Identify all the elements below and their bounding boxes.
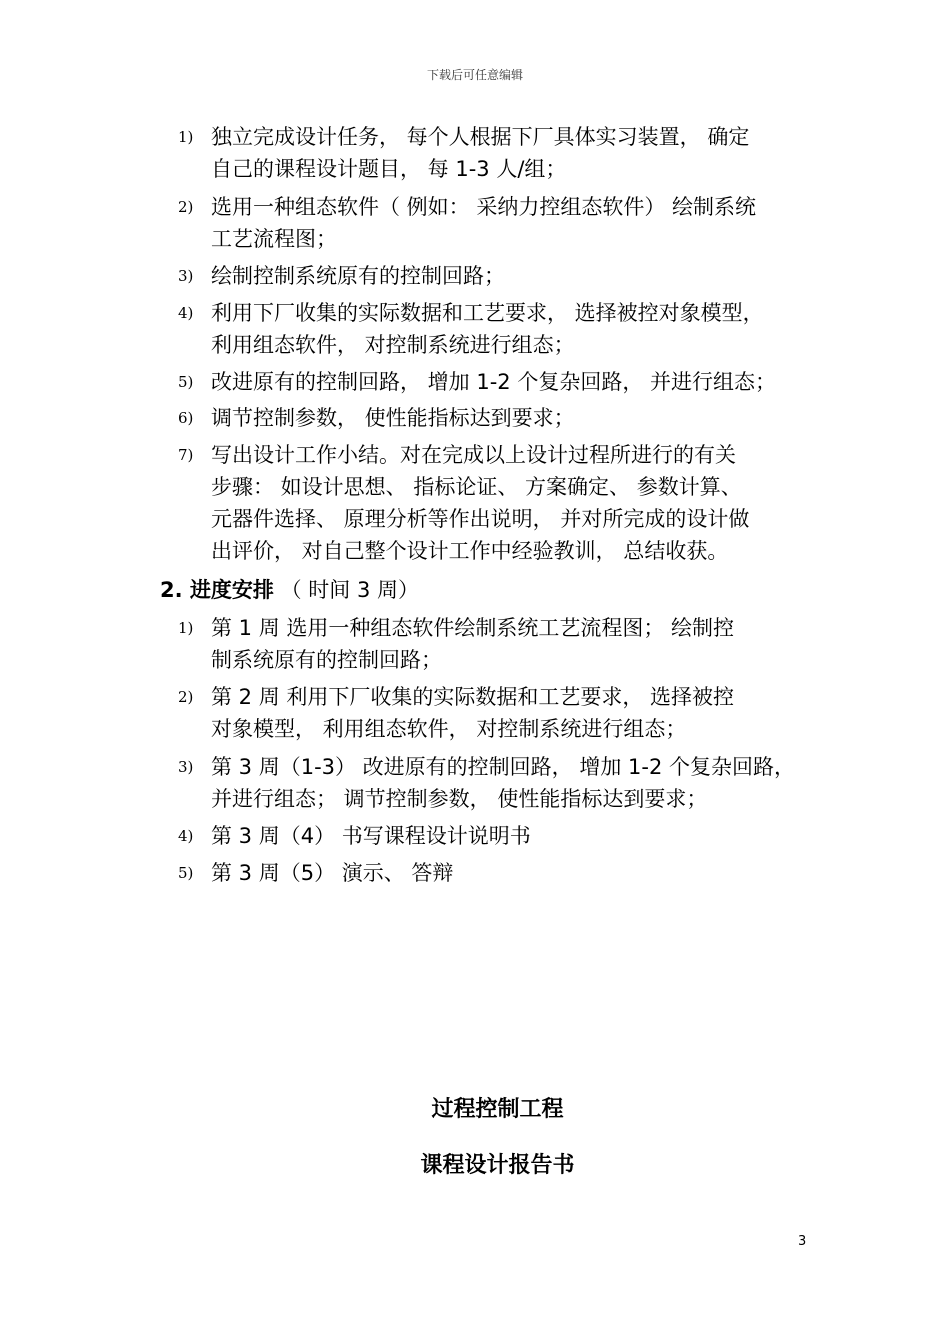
text-line: 利用下厂收集的实际数据和工艺要求， 选择被控对象模型， [211,301,764,325]
document-subtitle: 课程设计报告书 [420,1153,575,1178]
item-number: 1) [178,619,194,637]
item-number: 2) [178,688,194,706]
text-line: 对象模型， 利用组态软件， 对控制系统进行组态； [211,717,687,741]
text-line: 制系统原有的控制回路； [211,648,442,672]
item-number: 4) [178,304,194,322]
page-number: 3 [798,1234,807,1249]
item-number: 1) [178,128,194,146]
item-number: 3) [178,758,194,776]
item-number: 7) [178,446,194,464]
item-text [211,857,811,889]
text-line: 并进行组态； 调节控制参数， 使性能指标达到要求； [211,787,708,811]
item-number: 3) [178,267,194,285]
text-line: 改进原有的控制回路， 增加 1-2 个复杂回路， 并进行组态； [211,370,776,394]
text-line: 独立完成设计任务， 每个人根据下厂具体实习装置， 确定 [211,125,750,149]
text-line: 调节控制参数， 使性能指标达到要求； [211,406,575,430]
document-title: 过程控制工程 [431,1097,564,1122]
item-text [211,681,811,745]
text-line: 元器件选择、 原理分析等作出说明， 并对所完成的设计做 [211,507,750,531]
item-text [211,260,811,292]
text-line: 第 2 周 利用下厂收集的实际数据和工艺要求， 选择被控 [211,685,735,709]
text-line: 第 3 周（4） 书写课程设计说明书 [211,824,531,848]
item-number: 6) [178,409,194,427]
item-text [211,439,811,567]
item-number: 5) [178,864,194,882]
text-line: 写出设计工作小结。对在完成以上设计过程所进行的有关 [211,443,736,467]
section-heading [160,574,419,606]
item-text [211,191,811,255]
item-text [211,297,811,361]
text-line: 第 3 周（5） 演示、 答辩 [211,861,454,885]
text-line: 利用组态软件， 对控制系统进行组态； [211,333,575,357]
text-line: 自己的课程设计题目， 每 1-3 人/组； [211,157,567,181]
item-number: 4) [178,827,194,845]
text-line: 选用一种组态软件（ 例如： 采纳力控组态软件） 绘制系统 [211,195,757,219]
item-text [211,366,811,398]
item-text [211,820,811,852]
text-line: 步骤： 如设计思想、 指标论证、 方案确定、 参数计算、 [211,475,742,499]
text-line: 工艺流程图； [211,227,337,251]
item-text [211,751,811,815]
item-text [211,402,811,434]
text-line: 出评价， 对自己整个设计工作中经验教训， 总结收获。 [211,539,729,563]
page-header: 下载后可任意编辑 [426,68,523,82]
text-line: 绘制控制系统原有的控制回路； [211,264,505,288]
section-heading-label: 2. 进度安排 [160,578,274,602]
item-text [211,612,811,676]
text-line: 第 3 周（1-3） 改进原有的控制回路， 增加 1-2 个复杂回路， [211,755,796,779]
item-text [211,121,811,185]
item-number: 5) [178,373,194,391]
section-heading-note: （ 时间 3 周） [280,578,419,602]
item-number: 2) [178,198,194,216]
text-line: 第 1 周 选用一种组态软件绘制系统工艺流程图； 绘制控 [211,616,735,640]
